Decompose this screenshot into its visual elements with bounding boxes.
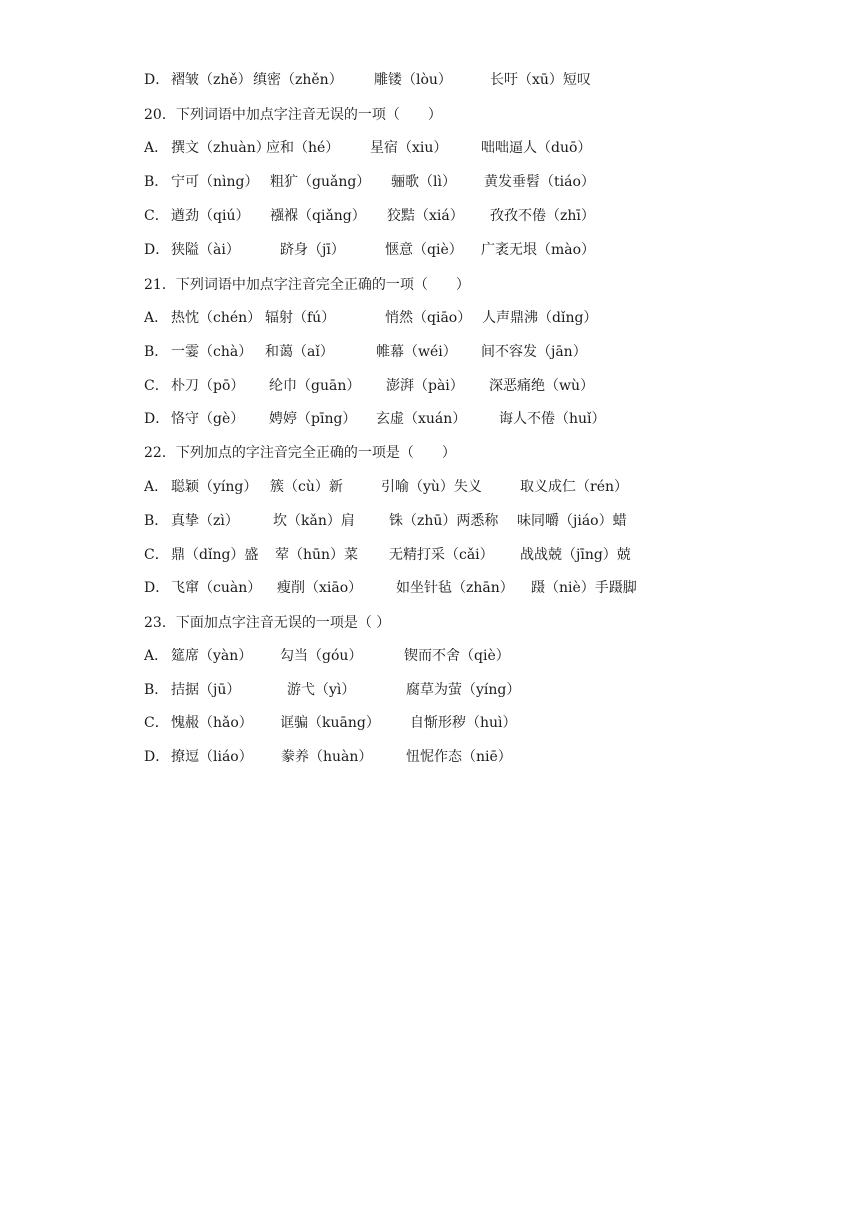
option-word: 澎湃（pài） [386, 378, 464, 394]
option-word: 间不容发（jān） [481, 344, 587, 360]
option-word: 如坐针毡（zhān） [396, 580, 514, 596]
option-word: 无精打采（cǎi） [389, 547, 494, 563]
option-label: C． [144, 715, 169, 731]
option-word: 热忱（chén） [171, 310, 262, 326]
option-word: 瘦削（xiāo） [277, 580, 363, 596]
option-label: D． [144, 411, 170, 427]
option-word: 铢（zhū）两悉称 [389, 513, 499, 529]
option-word: 襁褓（qiǎng） [270, 208, 366, 224]
option-word: 取义成仁（rén） [520, 479, 628, 495]
option-word: 狭隘（ài） [171, 242, 240, 258]
option-word: 鼎（dǐng）盛 [171, 547, 259, 563]
option-word: 褶皱（zhě） [171, 72, 252, 88]
option-label: A． [144, 648, 169, 664]
option-label: A． [144, 479, 169, 495]
option-word: 娉婷（pīng） [269, 411, 357, 427]
option-word: 广袤无垠（mào） [481, 242, 596, 258]
option-word: 狡黠（xiá） [387, 208, 464, 224]
option-word: 骊歌（lì） [391, 174, 456, 190]
option-word: 诲人不倦（huǐ） [499, 411, 606, 427]
option-word: 和蔼（aǐ） [265, 344, 334, 360]
option-word: 玄虚（xuán） [376, 411, 467, 427]
option-word: 锲而不舍（qiè） [404, 648, 510, 664]
option-word: 荤（hūn）菜 [275, 547, 359, 563]
option-word: 遒劲（qiú） [171, 208, 250, 224]
option-word: 引喻（yù）失义 [381, 479, 482, 495]
option-word: 味同嚼（jiáo）蜡 [517, 513, 627, 529]
option-word: 腐草为萤（yíng） [406, 682, 521, 698]
option-label: A． [144, 310, 169, 326]
option-word: 游弋（yì） [287, 682, 356, 698]
option-label: A． [144, 140, 169, 156]
option-word: 纶巾（guān） [269, 378, 361, 394]
option-word: 战战兢（jīng）兢 [520, 547, 631, 563]
option-word: 星宿（xiu） [370, 140, 448, 156]
option-label: D． [144, 72, 170, 88]
question-stem-text: 22．下列加点的字注音完全正确的一项是（ ） [144, 445, 456, 461]
option-word: 孜孜不倦（zhī） [490, 208, 595, 224]
option-word: 人声鼎沸（dǐng） [482, 310, 598, 326]
option-label: D． [144, 242, 170, 258]
option-word: 悄然（qiāo） [385, 310, 472, 326]
option-word: 簇（cù）新 [270, 479, 343, 495]
option-word: 拮据（jū） [171, 682, 241, 698]
option-label: C． [144, 547, 169, 563]
option-word: 愧赧（hǎo） [171, 715, 253, 731]
option-word: 黄发垂髫（tiáo） [484, 174, 595, 190]
option-word: 雕镂（lòu） [374, 72, 452, 88]
option-word: 粗犷（guǎng） [270, 174, 371, 190]
option-word: 长吁（xū）短叹 [490, 72, 591, 88]
option-label: B． [144, 513, 169, 529]
option-word: 撰文（zhuàn） [171, 140, 270, 156]
option-label: B． [144, 682, 169, 698]
option-word: 应和（hé） [266, 140, 340, 156]
option-word: 帷幕（wéi） [376, 344, 457, 360]
option-word: 撩逗（liáo） [171, 749, 253, 765]
option-word: 真挚（zì） [171, 513, 239, 529]
option-word: 聪颖（yíng） [171, 479, 258, 495]
option-label: C． [144, 378, 169, 394]
option-label: D． [144, 580, 170, 596]
option-word: 诓骗（kuāng） [280, 715, 380, 731]
option-label: B． [144, 174, 169, 190]
option-label: D． [144, 749, 170, 765]
option-word: 朴刀（pō） [171, 378, 245, 394]
option-word: 筵席（yàn） [171, 648, 253, 664]
question-stem-text: 20．下列词语中加点字注音无误的一项（ ） [144, 107, 442, 123]
option-word: 忸怩作态（niē） [406, 749, 512, 765]
option-word: 辐射（fú） [265, 310, 336, 326]
option-word: 勾当（góu） [280, 648, 363, 664]
option-word: 缜密（zhěn） [253, 72, 343, 88]
option-word: 飞窜（cuàn） [171, 580, 262, 596]
option-word: 自惭形秽（huì） [410, 715, 517, 731]
option-word: 宁可（nìng） [171, 174, 259, 190]
option-label: B． [144, 344, 169, 360]
option-word: 跻身（jī） [280, 242, 345, 258]
question-stem-text: 23．下面加点字注音无误的一项是（ ） [144, 615, 391, 631]
question-stem-text: 21．下列词语中加点字注音完全正确的一项（ ） [144, 277, 470, 293]
option-word: 深恶痛绝（wù） [489, 378, 594, 394]
option-word: 坎（kǎn）肩 [273, 513, 355, 529]
option-word: 惬意（qiè） [385, 242, 463, 258]
option-word: 咄咄逼人（duō） [481, 140, 592, 156]
option-word: 一霎（chà） [171, 344, 253, 360]
option-word: 恪守（gè） [171, 411, 245, 427]
option-word: 豢养（huàn） [281, 749, 373, 765]
option-label: C． [144, 208, 169, 224]
option-word: 蹑（niè）手蹑脚 [531, 580, 637, 596]
